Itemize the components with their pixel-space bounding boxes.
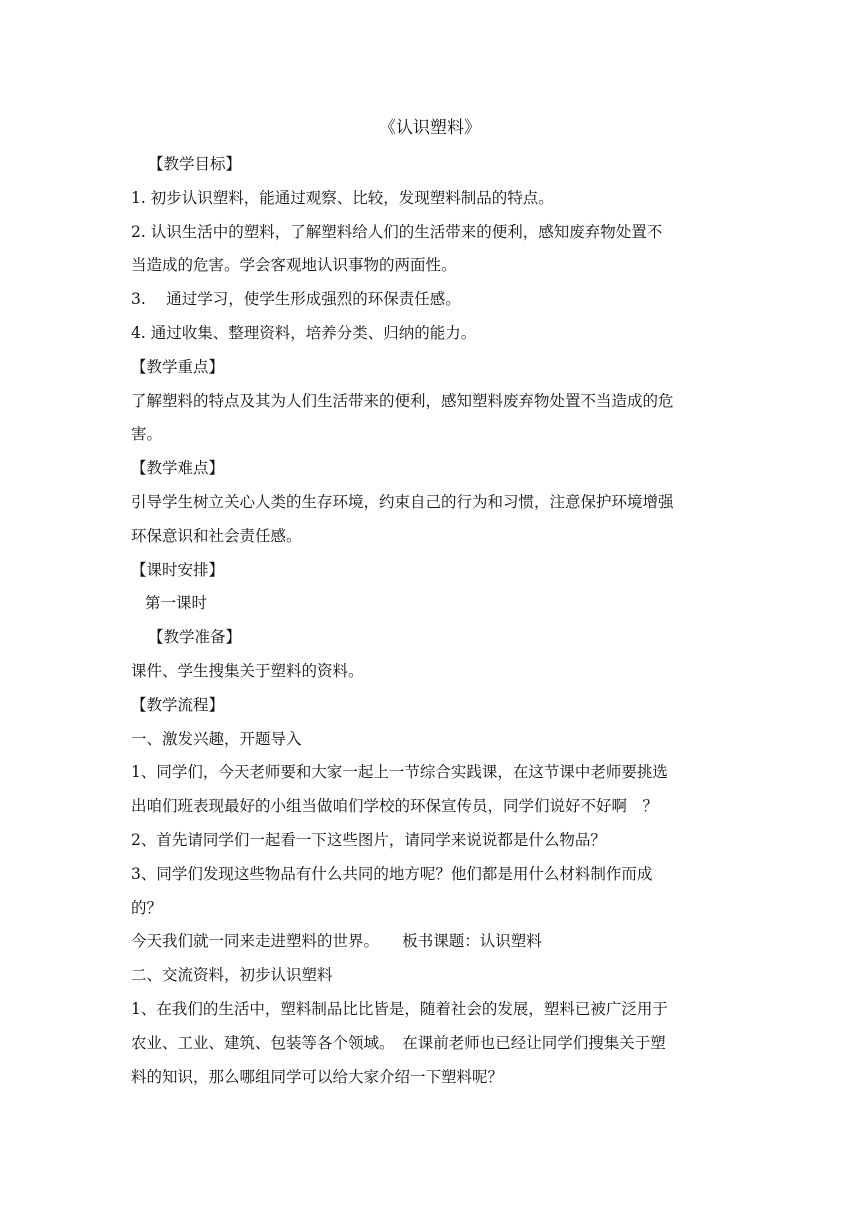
paragraph-line: 课件、学生搜集关于塑料的资料。 bbox=[131, 661, 364, 680]
paragraph-line: 2. 认识生活中的塑料，了解塑料给人们的生活带来的便利，感知废弃物处置不 bbox=[131, 222, 663, 241]
paragraph-line: 1. 初步认识塑料，能通过观察、比较，发现塑料制品的特点。 bbox=[131, 188, 554, 207]
section-heading-preparation: 【教学准备】 bbox=[148, 628, 242, 647]
document-body bbox=[131, 148, 741, 1094]
paragraph-line: 4. 通过收集、整理资料，培养分类、归纳的能力。 bbox=[131, 323, 477, 342]
section-heading-teaching-goals: 【教学目标】 bbox=[148, 155, 242, 173]
paragraph-line: 害。 bbox=[131, 425, 163, 444]
paragraph-line: 1、在我们的生活中，塑料制品比比皆是，随着社会的发展，塑料已被广泛用于 bbox=[131, 999, 668, 1018]
paragraph-line: 环保意识和社会责任感。 bbox=[131, 526, 302, 545]
section-heading-schedule: 【课时安排】 bbox=[131, 560, 225, 579]
paragraph-line: 3. 通过学习，使学生形成强烈的环保责任感。 bbox=[131, 290, 461, 309]
paragraph-line: 3、同学们发现这些物品有什么共同的地方呢？他们都是用什么材料制作而成 bbox=[131, 864, 653, 883]
paragraph-line: 2、首先请同学们一起看一下这些图片，请同学来说说都是什么物品？ bbox=[131, 830, 606, 849]
section-heading-process: 【教学流程】 bbox=[131, 695, 225, 714]
section-heading-key-points: 【教学重点】 bbox=[131, 357, 225, 376]
document-title: 《认识塑料》 bbox=[379, 118, 481, 138]
subsection-heading: 一、激发兴趣，开题导入 bbox=[131, 729, 302, 748]
paragraph-line: 今天我们就一同来走进塑料的世界。 板书课题：认识塑料 bbox=[131, 932, 542, 951]
paragraph-line: 1、同学们，今天老师要和大家一起上一节综合实践课，在这节课中老师要挑选 bbox=[131, 763, 668, 782]
paragraph-line: 引导学生树立关心人类的生存环境，约束自己的行为和习惯，注意保护环境增强 bbox=[131, 492, 674, 511]
paragraph-line: 农业、工业、建筑、包装等各个领域。 在课前老师也已经让同学们搜集关于塑 bbox=[131, 1033, 666, 1052]
paragraph-line: 当造成的危害。学会客观地认识事物的两面性。 bbox=[131, 256, 457, 275]
paragraph-line: 料的知识，那么哪组同学可以给大家介绍一下塑料呢？ bbox=[131, 1067, 504, 1086]
paragraph-line: 出咱们班表现最好的小组当做咱们学校的环保宣传员，同学们说好不好啊 ？ bbox=[131, 797, 659, 816]
paragraph-line: 的？ bbox=[131, 898, 163, 917]
subsection-heading: 二、交流资料，初步认识塑料 bbox=[131, 966, 333, 985]
paragraph-line: 第一课时 bbox=[145, 594, 208, 613]
paragraph-line: 了解塑料的特点及其为人们生活带来的便利，感知塑料废弃物处置不当造成的危 bbox=[131, 391, 674, 410]
section-heading-difficulties: 【教学难点】 bbox=[131, 459, 225, 478]
